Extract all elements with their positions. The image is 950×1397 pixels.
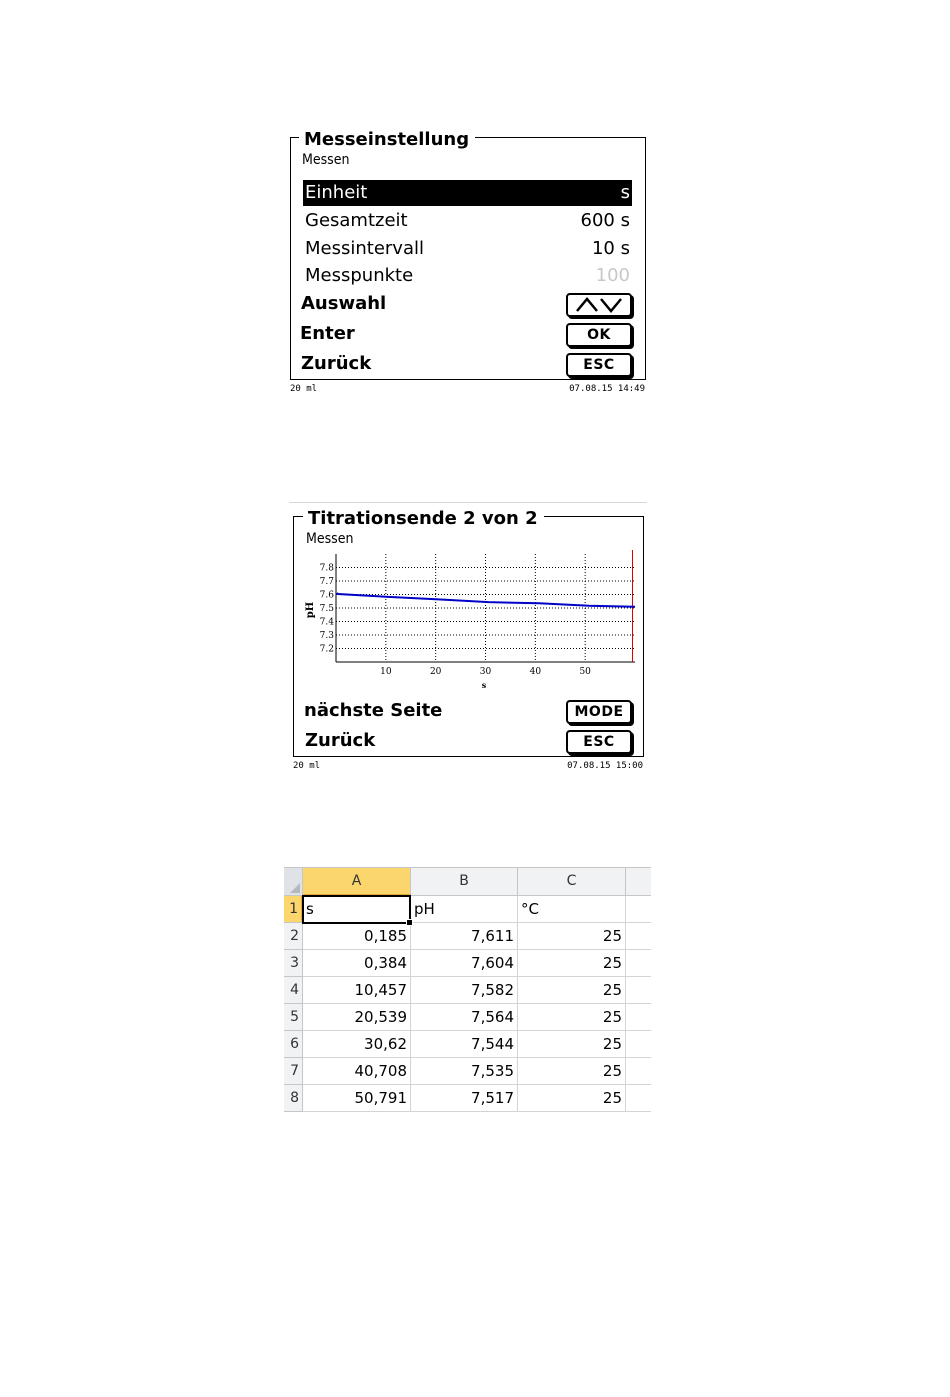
titration-title: Titrationsende 2 von 2 [303, 509, 544, 529]
spreadsheet [284, 861, 651, 1118]
row-header[interactable]: 7 [284, 1058, 303, 1085]
table-cell[interactable]: 25 [518, 1085, 626, 1112]
row-header[interactable]: 5 [284, 1004, 303, 1031]
table-cell[interactable] [626, 1031, 651, 1058]
titration-end-screen [287, 502, 649, 778]
row-header[interactable]: 8 [284, 1085, 303, 1112]
setting-value: 600 s [580, 210, 630, 231]
table-cell[interactable]: 25 [518, 923, 626, 950]
table-cell[interactable]: 7,544 [411, 1031, 518, 1058]
column-header-d[interactable] [626, 868, 651, 896]
table-cell[interactable]: 7,611 [411, 923, 518, 950]
setting-row-gesamtzeit[interactable] [303, 208, 632, 234]
y-tick-label: 7.5 [319, 604, 334, 614]
setting-label: Gesamtzeit [305, 210, 408, 231]
x-tick-label: 20 [429, 667, 442, 677]
command-label-enter: Enter [300, 323, 355, 344]
up-down-arrows-icon [568, 295, 630, 315]
x-tick-label: 40 [529, 667, 542, 677]
y-tick-label: 7.6 [319, 590, 334, 601]
column-header-b[interactable]: B [411, 868, 518, 896]
setting-label: Einheit [305, 182, 368, 203]
x-tick-label: 50 [579, 667, 591, 677]
table-cell[interactable]: 7,535 [411, 1058, 518, 1085]
table-cell[interactable] [626, 1058, 651, 1085]
x-tick-label: 10 [380, 667, 392, 677]
row-header[interactable]: 1 [284, 896, 303, 923]
setting-value: s [620, 182, 630, 203]
table-cell[interactable] [626, 896, 651, 923]
settings-title: Messeinstellung [299, 130, 475, 150]
table-cell[interactable] [626, 950, 651, 977]
table-cell[interactable]: 50,791 [303, 1085, 411, 1112]
chart-grid [336, 554, 635, 662]
table-cell[interactable] [626, 1085, 651, 1112]
setting-value: 100 [595, 265, 630, 286]
table-cell[interactable] [626, 923, 651, 950]
table-cell[interactable]: 7,564 [411, 1004, 518, 1031]
y-tick-label: 7.8 [319, 563, 334, 574]
ok-key[interactable]: OK [566, 323, 632, 347]
column-header-c[interactable]: C [518, 868, 626, 896]
status-volume: 20 ml [293, 761, 321, 771]
x-axis-label: s [481, 680, 487, 690]
ph-chart [299, 548, 639, 693]
titration-subtitle: Messen [306, 531, 354, 547]
row-header[interactable]: 6 [284, 1031, 303, 1058]
table-cell[interactable]: 25 [518, 977, 626, 1004]
x-tick-label: 30 [479, 667, 492, 677]
status-volume: 20 ml [290, 384, 318, 394]
esc-key[interactable]: ESC [566, 730, 632, 754]
table-cell[interactable]: 7,517 [411, 1085, 518, 1112]
y-tick-label: 7.7 [319, 577, 334, 587]
setting-row-einheit[interactable] [303, 180, 632, 206]
esc-key[interactable]: ESC [566, 353, 632, 377]
table-cell[interactable]: 0,384 [303, 950, 411, 977]
y-tick-label: 7.3 [319, 631, 334, 641]
setting-row-messpunkte [303, 263, 632, 289]
select-all-corner[interactable] [284, 868, 303, 896]
mode-key[interactable]: MODE [566, 700, 632, 724]
top-rule [289, 502, 647, 503]
setting-label: Messintervall [305, 238, 424, 259]
command-label-auswahl: Auswahl [301, 293, 387, 314]
table-cell[interactable]: 25 [518, 1031, 626, 1058]
setting-value: 10 s [591, 238, 630, 259]
up-down-key[interactable] [566, 293, 632, 317]
y-tick-label: 7.2 [319, 644, 334, 655]
table-cell[interactable]: 25 [518, 1004, 626, 1031]
select-all-triangle-icon [290, 883, 300, 893]
status-datetime: 07.08.15 14:49 [569, 384, 645, 394]
y-tick-label: 7.4 [319, 617, 334, 628]
table-cell[interactable]: s [303, 896, 411, 923]
command-label-zurueck: Zurück [305, 730, 376, 751]
row-header[interactable]: 2 [284, 923, 303, 950]
table-cell[interactable]: 0,185 [303, 923, 411, 950]
row-header[interactable]: 4 [284, 977, 303, 1004]
table-cell[interactable]: 7,582 [411, 977, 518, 1004]
setting-row-messintervall[interactable] [303, 236, 632, 262]
ribbon-edge [284, 861, 651, 868]
table-cell[interactable]: 40,708 [303, 1058, 411, 1085]
settings-subtitle: Messen [302, 152, 350, 168]
table-cell[interactable]: 25 [518, 1058, 626, 1085]
y-axis-label: pH [305, 601, 316, 619]
table-cell[interactable]: pH [411, 896, 518, 923]
command-label-zurueck: Zurück [301, 353, 372, 374]
status-datetime: 07.08.15 15:00 [567, 761, 643, 771]
row-header[interactable]: 3 [284, 950, 303, 977]
fill-handle[interactable] [406, 919, 413, 926]
table-cell[interactable]: 30,62 [303, 1031, 411, 1058]
command-label-next-page: nächste Seite [304, 700, 443, 721]
column-header-a[interactable]: A [303, 868, 411, 896]
table-cell[interactable]: 20,539 [303, 1004, 411, 1031]
table-cell[interactable]: 7,604 [411, 950, 518, 977]
table-cell[interactable]: °C [518, 896, 626, 923]
table-cell[interactable]: 10,457 [303, 977, 411, 1004]
measurement-settings-screen [287, 128, 649, 400]
table-cell[interactable]: 25 [518, 950, 626, 977]
table-cell[interactable] [626, 1004, 651, 1031]
setting-label: Messpunkte [305, 265, 414, 286]
table-cell[interactable] [626, 977, 651, 1004]
